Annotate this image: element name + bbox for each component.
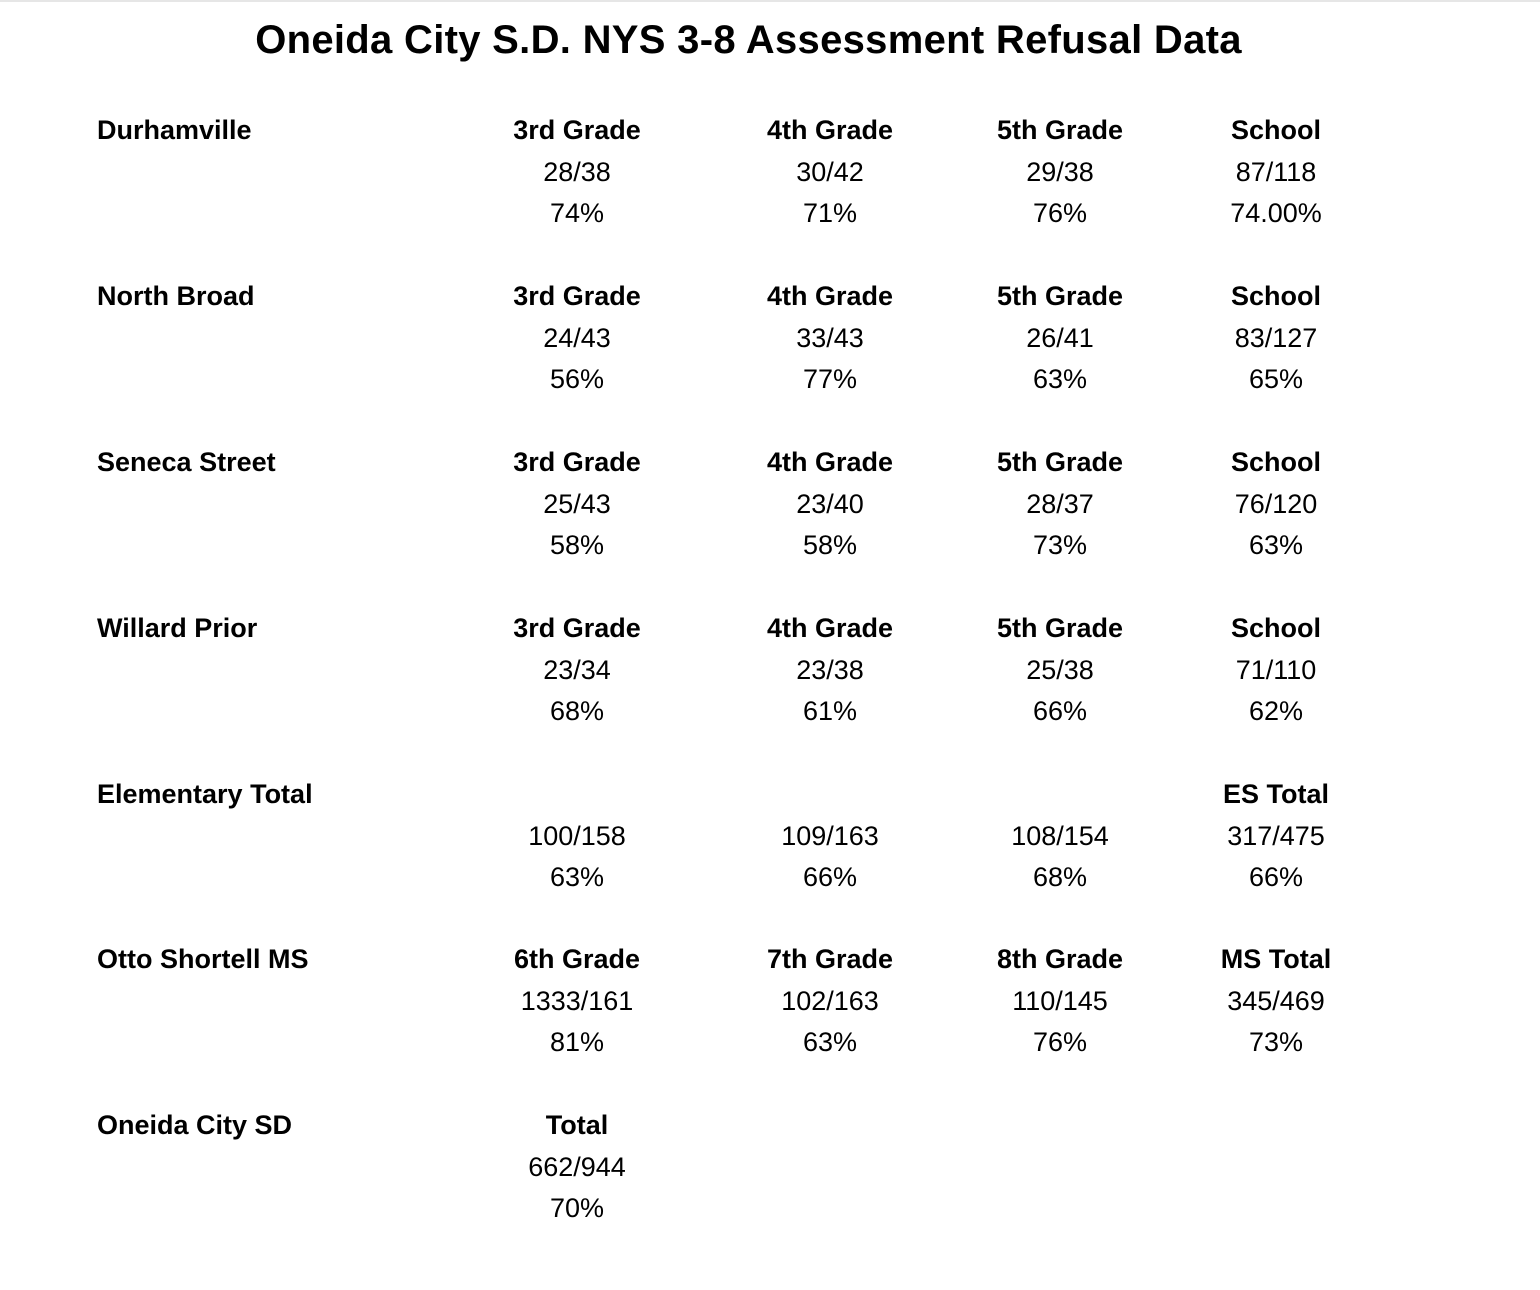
refusal-percent: 76% — [1032, 1027, 1088, 1057]
data-column — [720, 445, 940, 562]
data-column — [467, 113, 687, 230]
refusal-percent: 76% — [1032, 198, 1088, 228]
column-header: 3rd Grade — [513, 613, 641, 643]
refusal-percent: 66% — [1248, 862, 1304, 892]
column-header: 3rd Grade — [513, 115, 641, 145]
column-header: 5th Grade — [996, 447, 1124, 477]
column-header: 4th Grade — [766, 281, 894, 311]
data-column — [1166, 113, 1386, 230]
refusal-percent: 61% — [802, 696, 858, 726]
column-header: 5th Grade — [996, 281, 1124, 311]
column-header: 4th Grade — [766, 115, 894, 145]
refusal-percent: 65% — [1248, 364, 1304, 394]
refusal-ratio: 28/37 — [1026, 488, 1094, 519]
section-name: Seneca Street — [97, 447, 276, 477]
column-header: 8th Grade — [996, 944, 1124, 974]
section-elementary-total — [0, 777, 1540, 903]
column-header: 5th Grade — [996, 613, 1124, 643]
column-header — [950, 777, 1170, 811]
refusal-ratio: 30/42 — [796, 156, 864, 187]
refusal-ratio: 110/145 — [1012, 985, 1108, 1016]
data-column — [950, 777, 1170, 894]
data-column — [950, 279, 1170, 396]
column-header: ES Total — [1222, 779, 1329, 809]
column-header: 6th Grade — [513, 944, 641, 974]
refusal-ratio: 345/469 — [1227, 985, 1325, 1016]
refusal-percent: 81% — [549, 1027, 605, 1057]
section-name: Durhamville — [97, 115, 252, 145]
refusal-percent: 74.00% — [1230, 198, 1322, 228]
column-header: 7th Grade — [766, 944, 894, 974]
refusal-ratio: 23/40 — [796, 488, 864, 519]
data-column — [467, 1108, 687, 1225]
section-seneca-street — [0, 445, 1540, 571]
refusal-ratio: 71/110 — [1235, 654, 1317, 685]
refusal-percent: 73% — [1248, 1027, 1304, 1057]
section-name: Willard Prior — [97, 613, 258, 643]
refusal-percent: 66% — [802, 862, 858, 892]
column-header: School — [1230, 281, 1321, 311]
column-header: School — [1230, 613, 1321, 643]
refusal-ratio: 26/41 — [1026, 322, 1094, 353]
refusal-ratio: 28/38 — [543, 156, 611, 187]
refusal-percent: 70% — [549, 1193, 605, 1223]
refusal-percent: 63% — [549, 862, 605, 892]
data-column — [720, 279, 940, 396]
refusal-percent: 58% — [802, 530, 858, 560]
refusal-ratio: 1333/161 — [520, 985, 634, 1016]
column-header: 5th Grade — [996, 115, 1124, 145]
data-column — [950, 113, 1170, 230]
refusal-ratio: 25/38 — [1026, 654, 1094, 685]
data-column — [1166, 445, 1386, 562]
data-column — [467, 445, 687, 562]
data-column — [720, 113, 940, 230]
data-column — [1166, 611, 1386, 728]
refusal-ratio: 24/43 — [543, 322, 611, 353]
section-name: Oneida City SD — [97, 1110, 293, 1140]
column-header: MS Total — [1220, 944, 1332, 974]
refusal-ratio: 83/127 — [1234, 322, 1318, 353]
refusal-percent: 74% — [549, 198, 605, 228]
refusal-percent: 63% — [1248, 530, 1304, 560]
refusal-ratio: 87/118 — [1235, 156, 1317, 187]
refusal-percent: 63% — [1032, 364, 1088, 394]
data-column — [467, 611, 687, 728]
section-otto-shortell-ms — [0, 942, 1540, 1068]
data-column — [950, 445, 1170, 562]
refusal-percent: 68% — [549, 696, 605, 726]
refusal-percent: 77% — [802, 364, 858, 394]
refusal-ratio: 23/38 — [796, 654, 864, 685]
refusal-ratio: 25/43 — [543, 488, 611, 519]
data-column — [1166, 279, 1386, 396]
section-north-broad — [0, 279, 1540, 405]
refusal-ratio: 317/475 — [1227, 820, 1325, 851]
data-column — [1166, 942, 1386, 1059]
refusal-percent: 56% — [549, 364, 605, 394]
data-column — [950, 611, 1170, 728]
refusal-ratio: 23/34 — [543, 654, 611, 685]
refusal-percent: 73% — [1032, 530, 1088, 560]
refusal-percent: 62% — [1248, 696, 1304, 726]
refusal-ratio: 109/163 — [781, 820, 879, 851]
refusal-ratio: 33/43 — [796, 322, 864, 353]
column-header: 4th Grade — [766, 613, 894, 643]
data-column — [720, 942, 940, 1059]
refusal-ratio: 102/163 — [781, 985, 879, 1016]
column-header: 4th Grade — [766, 447, 894, 477]
column-header — [720, 777, 940, 811]
section-willard-prior — [0, 611, 1540, 737]
column-header: School — [1230, 115, 1321, 145]
refusal-ratio: 108/154 — [1011, 820, 1109, 851]
column-header: Total — [545, 1110, 609, 1140]
refusal-percent: 66% — [1032, 696, 1088, 726]
data-column — [1166, 777, 1386, 894]
section-name: North Broad — [97, 281, 255, 311]
refusal-percent: 71% — [802, 198, 858, 228]
data-column — [720, 777, 940, 894]
data-column — [467, 777, 687, 894]
column-header: 3rd Grade — [513, 281, 641, 311]
column-header: School — [1230, 447, 1321, 477]
data-column — [720, 611, 940, 728]
document-title: Oneida City S.D. NYS 3-8 Assessment Refusal Data — [255, 18, 1242, 62]
refusal-ratio: 29/38 — [1026, 156, 1094, 187]
refusal-percent: 63% — [802, 1027, 858, 1057]
data-column — [950, 942, 1170, 1059]
refusal-ratio: 76/120 — [1234, 488, 1318, 519]
refusal-ratio: 100/158 — [528, 820, 626, 851]
column-header — [467, 777, 687, 811]
section-name: Otto Shortell MS — [97, 944, 309, 974]
top-border-line — [0, 0, 1540, 2]
data-column — [467, 942, 687, 1059]
section-oneida-city-sd — [0, 1108, 1540, 1234]
data-column — [467, 279, 687, 396]
section-durhamville — [0, 113, 1540, 239]
section-name: Elementary Total — [97, 779, 313, 809]
column-header: 3rd Grade — [513, 447, 641, 477]
refusal-percent: 68% — [1032, 862, 1088, 892]
refusal-ratio: 662/944 — [528, 1151, 626, 1182]
refusal-percent: 58% — [549, 530, 605, 560]
